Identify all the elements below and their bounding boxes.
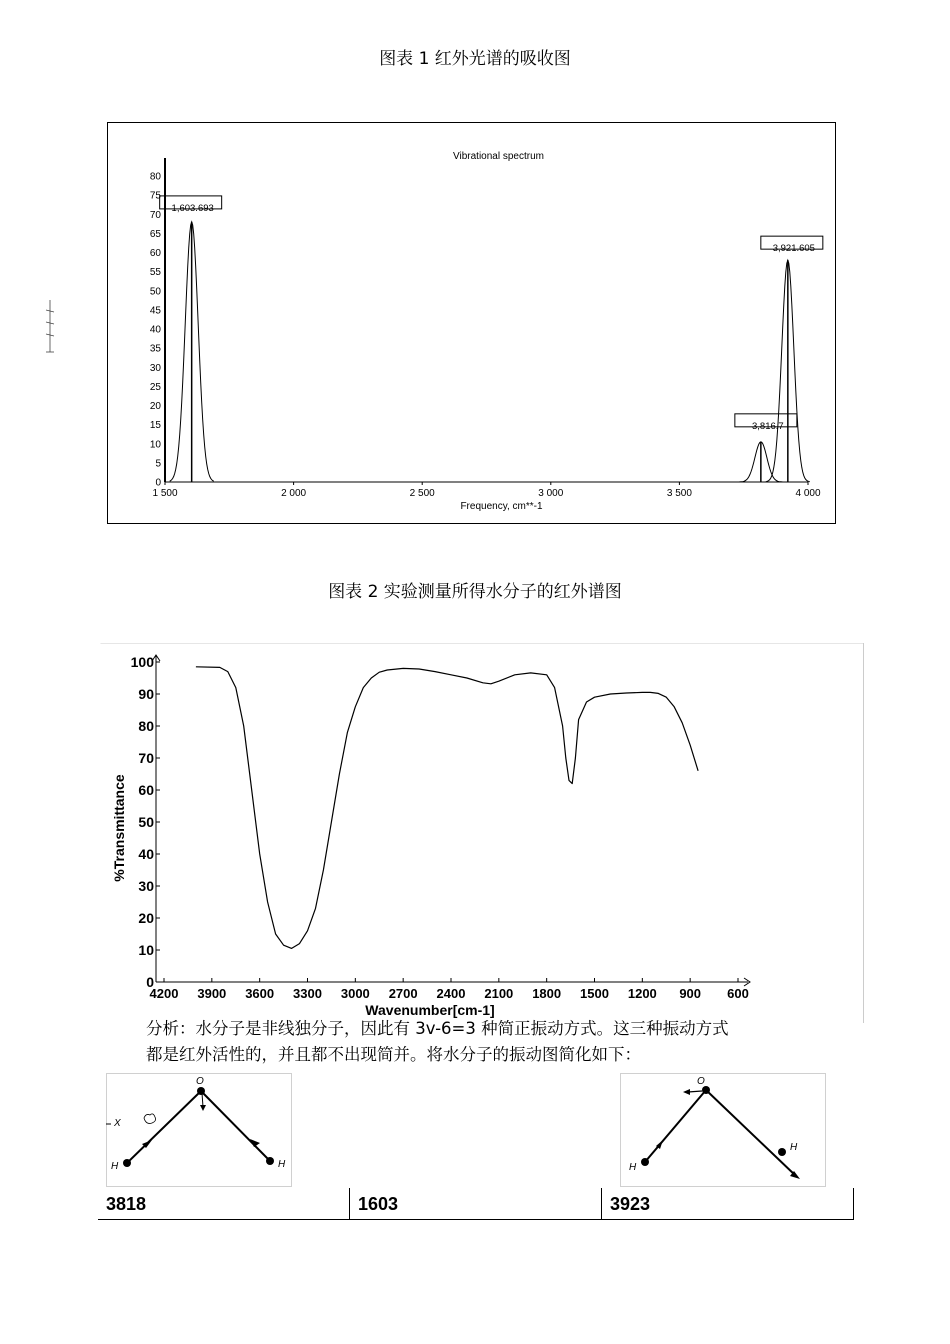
y-tick-label: 50 <box>149 286 161 298</box>
x-tick-label: 2 500 <box>409 488 435 499</box>
x-tick-label: 3600 <box>245 986 275 1001</box>
y-tick-label: 10 <box>149 439 161 451</box>
oxygen-label: O <box>697 1076 705 1087</box>
y-tick-label: 35 <box>149 343 161 355</box>
vibration-diagram-asymmetric <box>620 1073 826 1187</box>
y-tick-label: 20 <box>149 401 161 412</box>
x-tick-label: 1 500 <box>152 488 178 499</box>
y-tick-label: 0 <box>155 477 161 489</box>
x-tick-label: 4 000 <box>795 488 821 499</box>
ir-transmittance-chart <box>100 643 865 1023</box>
hydrogen-left-label: H <box>629 1162 637 1173</box>
axis-x-label: X <box>114 1118 121 1129</box>
chart-title: Vibrational spectrum <box>453 151 544 162</box>
x-tick-label: 3 000 <box>538 488 564 499</box>
vibration-diagram-symmetric <box>106 1073 292 1187</box>
x-tick-label: 1800 <box>532 986 562 1001</box>
oxygen-label: O <box>196 1076 204 1087</box>
figure1-caption: 图表 1 红外光谱的吸收图 <box>379 49 571 69</box>
y-tick-label: 75 <box>149 190 161 202</box>
y-tick-label: 100 <box>130 654 154 670</box>
y-tick-label: 40 <box>138 846 154 862</box>
hand-icon <box>144 1114 156 1124</box>
freq-cell-1: 3818 <box>106 1194 147 1214</box>
x-tick-label: 3 500 <box>666 488 692 499</box>
y-tick-label: 70 <box>149 209 161 221</box>
x-tick-label: 4200 <box>149 986 179 1001</box>
x-tick-label: 3300 <box>293 986 322 1001</box>
x-tick-label: 1200 <box>627 986 657 1001</box>
y-axis-title: %Transmittance <box>111 774 127 882</box>
y-tick-label: 10 <box>138 942 154 958</box>
margin-mark <box>44 300 56 356</box>
y-tick-label: 0 <box>146 974 154 990</box>
hydrogen-right-label: H <box>278 1159 286 1170</box>
y-tick-label: 60 <box>149 248 161 259</box>
y-tick-label: 25 <box>149 381 161 393</box>
x-axis-title: Wavenumber[cm-1] <box>365 1002 495 1018</box>
y-tick-label: 50 <box>138 814 154 830</box>
y-tick-label: 90 <box>138 686 154 702</box>
y-tick-label: 30 <box>138 878 154 894</box>
x-axis-title: Frequency, cm**-1 <box>460 501 543 512</box>
peak-label: 3,921.605 <box>772 243 815 255</box>
hydrogen-left-label: H <box>111 1161 119 1172</box>
x-tick-label: 2400 <box>436 986 466 1001</box>
freq-cell-2: 1603 <box>349 1188 601 1219</box>
chart-frame <box>108 123 836 524</box>
y-tick-label: 60 <box>138 782 154 798</box>
freq-cell-3: 3923 <box>601 1188 854 1219</box>
y-tick-label: 20 <box>138 910 154 926</box>
y-tick-label: 80 <box>138 718 154 734</box>
x-tick-label: 900 <box>679 986 702 1001</box>
x-tick-label: 600 <box>727 986 749 1001</box>
peak-label: 3,816.7 <box>752 420 784 432</box>
vibrational-spectrum-chart <box>107 122 836 524</box>
y-tick-label: 40 <box>149 324 161 336</box>
figure2-caption: 图表 2 实验测量所得水分子的红外谱图 <box>328 582 622 602</box>
peak-label: 1,603.693 <box>171 202 214 214</box>
y-tick-label: 70 <box>138 750 154 766</box>
x-tick-label: 3000 <box>340 986 370 1001</box>
analysis-line-2: 都是红外活性的，并且都不出现简并。将水分子的振动图简化如下： <box>146 1045 641 1064</box>
y-tick-label: 65 <box>149 228 161 240</box>
x-tick-label: 2 000 <box>281 488 307 499</box>
y-tick-label: 15 <box>149 420 161 432</box>
chart-background <box>100 643 865 1023</box>
y-tick-label: 55 <box>149 267 161 279</box>
y-tick-label: 5 <box>155 458 161 470</box>
y-tick-label: 45 <box>149 305 161 317</box>
x-tick-label: 2100 <box>484 986 514 1001</box>
x-tick-label: 2700 <box>388 986 418 1001</box>
x-tick-label: 3900 <box>197 986 227 1001</box>
y-tick-label: 80 <box>149 171 161 183</box>
y-tick-label: 30 <box>149 362 161 374</box>
analysis-text <box>146 1016 836 1068</box>
frequency-table <box>98 1188 854 1220</box>
analysis-line-1: 分析：水分子是非线独分子，因此有 3v-6=3 种简正振动方式。这三种振动方式 <box>146 1019 729 1038</box>
hydrogen-right-label: H <box>790 1142 798 1153</box>
x-tick-label: 1500 <box>580 986 609 1001</box>
